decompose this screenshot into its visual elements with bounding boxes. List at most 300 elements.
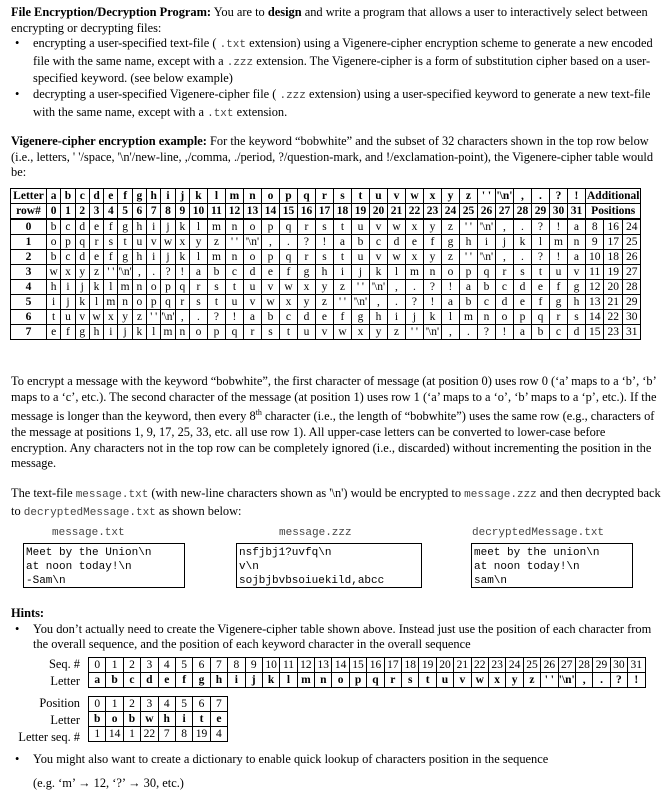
seq-letter-cell: ! [628,673,645,688]
cipher-cell: y [315,280,333,295]
key-letter-cell: b [123,712,140,727]
cipher-cell: z [315,295,333,310]
cipher-cell: m [549,235,567,250]
header-letter-cell: s [333,189,351,204]
cipher-cell: y [369,325,387,340]
header-letter-cell: ? [549,189,567,204]
seq-number-cell: 10 [262,658,279,673]
seq-number-cell: 14 [332,658,349,673]
hint-1: • You don’t actually need to create the Vigenere-cipher table shown above. Instead just use the position of each character from the overall sequence, and the position of each keyword character in the overall sequence [11,622,663,653]
header-index-cell: 19 [351,204,369,220]
cipher-cell: . [459,325,477,340]
seq-number-cell: 4 [158,658,175,673]
cipher-cell: p [261,219,279,235]
header-index-cell: 15 [279,204,297,220]
explain-text-1: To encrypt a message with the keyword “bobwhite”, the first character of message (at position 0) uses row 0 (‘a’ maps to a ‘b’, ‘b’ maps to a ‘c’, etc.). The second character of the message (at position 1) uses row 1 (‘a’ maps to a ‘o’, ‘b’ maps to a ‘p’, etc.). If the message is longer than the keyword, then every 8 [11,374,657,424]
position-label: Position [39,696,80,710]
cipher-cell: h [47,280,61,295]
cipher-cell: '\n' [423,325,441,340]
header-index-cell: 26 [477,204,495,220]
cipher-cell: h [567,295,585,310]
cipher-cell: f [104,219,118,235]
example-title: Vigenere-cipher encryption example: [11,134,207,148]
seq-letter-cell: s [402,673,419,688]
cipher-cell: d [495,295,513,310]
cipher-cell: e [405,235,423,250]
seq-number-cell: 31 [628,658,645,673]
cipher-cell: ' ' [459,219,477,235]
header-letter-cell: y [441,189,459,204]
cipher-cell: i [387,310,405,325]
header-letter-cell: w [405,189,423,204]
cipher-cell: z [333,280,351,295]
row-number-cell: 7 [11,325,47,340]
cipher-cell: h [459,235,477,250]
cipher-cell: a [441,295,459,310]
cipher-cell: u [549,265,567,280]
key-letter-cell: e [210,712,227,727]
cipher-cell: b [47,219,61,235]
cipher-cell: d [75,250,89,265]
cipher-cell: o [441,265,459,280]
cipher-cell: v [567,265,585,280]
key-seq-cell: 1 [89,727,106,742]
header-index-cell: 7 [147,204,161,220]
bullet1-text-c: extension. The Vigenere-cipher is a form of substitution cipher based on a user-specified keyword. (see below example) [33,53,651,86]
position-cell: 17 [604,235,623,250]
cipher-cell: . [513,219,531,235]
explanation-paragraph [11,374,663,472]
intro-design-word: design [267,5,302,19]
cipher-cell: w [279,280,297,295]
cipher-cell: b [459,295,477,310]
cipher-cell: g [118,250,132,265]
header-index-cell: 2 [75,204,89,220]
header-letter-cell: c [75,189,89,204]
header-index-cell: 1 [61,204,75,220]
header-letter-cell: b [61,189,75,204]
cipher-cell: k [513,235,531,250]
cipher-cell: x [279,295,297,310]
row-number-cell: 1 [11,235,47,250]
cipher-cell: ' ' [351,280,369,295]
cipher-cell: b [477,280,495,295]
cipher-cell: k [369,265,387,280]
seq-number-cell: 9 [245,658,262,673]
position-cell: 16 [604,219,623,235]
p2-text-c: and then decrypted back to [11,486,661,518]
cipher-cell: c [477,295,495,310]
key-position-cell: 0 [89,697,106,712]
cipher-cell: h [132,219,146,235]
cipher-cell: u [351,250,369,265]
key-letter-cell: b [89,712,106,727]
ext-zzz: .zzz [279,89,306,102]
position-cell: 30 [622,310,641,325]
file1-box: Meet by the Union\n at noon today!\n -Sam\n [23,543,185,588]
header-letter-cell: l [207,189,225,204]
position-cell: 23 [604,325,623,340]
cipher-cell: m [459,310,477,325]
cipher-cell: v [369,219,387,235]
key-position-cell: 3 [141,697,158,712]
bullet-decrypt [11,87,663,122]
cipher-cell: w [387,250,405,265]
cipher-cell: a [189,265,207,280]
position-cell: 9 [585,235,604,250]
p2-text-b: (with new-line characters shown as '\n') would be encrypted to [148,486,465,500]
file3-box: meet by the union\n at noon today!\n sam\n [471,543,633,588]
cipher-cell: r [549,310,567,325]
cipher-cell: u [297,325,315,340]
header-letter-cell: q [297,189,315,204]
header-index-cell: 5 [118,204,132,220]
cipher-cell: s [315,219,333,235]
seq-number-cell: 5 [175,658,192,673]
hint-2-text: You might also want to create a dictionary to enable quick lookup of characters position in the sequence [33,752,549,766]
cipher-cell: f [104,250,118,265]
seq-number-row [89,658,646,673]
header-index-cell: 24 [441,204,459,220]
cipher-cell: l [189,250,207,265]
cipher-cell: b [47,250,61,265]
header-letter-cell: m [225,189,243,204]
cipher-cell: i [333,265,351,280]
key-letter-label: Letter [50,713,80,727]
cipher-cell: k [132,325,146,340]
cipher-cell: , [441,325,459,340]
seq-letter-cell: b [106,673,123,688]
cipher-cell: h [132,250,146,265]
intro-section [11,5,663,122]
header-letter-cell: f [118,189,132,204]
row-number-cell: 2 [11,250,47,265]
seq-number-cell: 0 [89,658,106,673]
intro-text-a: You are to [211,5,268,19]
cipher-cell: d [75,219,89,235]
cipher-cell: z [207,235,225,250]
cipher-cell: g [441,235,459,250]
cipher-cell: q [279,219,297,235]
key-seq-cell: 8 [175,727,192,742]
seq-number-cell: 19 [419,658,436,673]
seq-number-cell: 17 [384,658,401,673]
key-position-cell: 6 [193,697,210,712]
cipher-cell: t [531,265,549,280]
key-seq-cell: 7 [158,727,175,742]
cipher-cell: p [147,295,161,310]
cipher-cell: q [161,295,175,310]
cipher-cell: q [225,325,243,340]
row-number-cell: 5 [11,295,47,310]
header-letter-cell: o [261,189,279,204]
position-cell: 19 [604,265,623,280]
cipher-cell: s [104,235,118,250]
cipher-cell: g [297,265,315,280]
cipher-cell: v [243,295,261,310]
seq-number-cell: 1 [106,658,123,673]
cipher-cell: ' ' [225,235,243,250]
letter-label: Letter [50,674,80,688]
cipher-cell: ! [225,310,243,325]
cipher-cell: w [161,235,175,250]
cipher-cell: i [61,280,75,295]
ext-zzz: .zzz [226,56,254,69]
cipher-cell: h [89,325,103,340]
cipher-cell: ? [207,310,225,325]
cipher-cell: m [161,325,175,340]
key-letter-cell: i [175,712,192,727]
intro-paragraph [11,5,663,36]
cipher-cell: n [225,250,243,265]
seq-letter-cell: i [228,673,245,688]
cipher-cell: f [549,280,567,295]
seq-letter-cell: . [593,673,610,688]
header-letter-cell: , [513,189,531,204]
p2-text-d: as shown below: [155,503,242,518]
seq-letter-cell: t [419,673,436,688]
seq-number-cell: 15 [349,658,366,673]
cipher-cell: o [243,250,261,265]
header-index-cell: 22 [405,204,423,220]
bullet1-text-b: extension) using a Vigenere-cipher encryption scheme to generate a new encoded file with the same name, except with a [33,36,653,68]
cipher-cell: q [279,250,297,265]
cipher-cell: f [423,235,441,250]
cipher-cell: y [423,219,441,235]
position-cell: 10 [585,250,604,265]
table-row [11,265,641,280]
cipher-cell: j [75,280,89,295]
hints-title: Hints: [11,606,45,620]
cipher-cell: ' ' [459,250,477,265]
filename-message-txt: message.txt [75,489,149,501]
cipher-cell: k [175,250,189,265]
file1-label: message.txt [52,527,125,539]
cipher-cell: r [89,235,103,250]
cipher-cell: p [207,325,225,340]
key-seq-cell: 14 [106,727,123,742]
cipher-cell: i [47,295,61,310]
cipher-cell: f [531,295,549,310]
cipher-cell: i [477,235,495,250]
header-letter-cell: z [459,189,477,204]
cipher-cell: t [47,310,61,325]
cipher-cell: . [387,295,405,310]
cipher-cell: , [495,219,513,235]
cipher-cell: k [89,280,103,295]
position-cell: 11 [585,265,604,280]
cipher-cell: c [549,325,567,340]
cipher-cell: . [147,265,161,280]
cipher-cell: m [405,265,423,280]
header-index-cell: 29 [531,204,549,220]
cipher-cell: ? [161,265,175,280]
seq-number-cell: 21 [454,658,471,673]
cipher-cell: c [369,235,387,250]
cipher-cell: i [147,250,161,265]
cipher-cell: a [567,219,585,235]
cipher-cell: r [243,325,261,340]
header-letter-cell: j [175,189,189,204]
cipher-cell: x [175,235,189,250]
cipher-cell: , [175,310,189,325]
cipher-cell: c [61,219,75,235]
header-index-cell: 28 [513,204,531,220]
row-number-cell: 6 [11,310,47,325]
cipher-cell: l [387,265,405,280]
position-cell: 8 [585,219,604,235]
seq-number-cell: 13 [315,658,332,673]
seq-letter-cell: f [175,673,192,688]
cipher-cell: y [75,265,89,280]
header-index-cell: 16 [297,204,315,220]
cipher-cell: t [118,235,132,250]
cipher-cell: w [261,295,279,310]
cipher-cell: t [333,250,351,265]
cipher-cell: m [207,250,225,265]
cipher-cell: , [132,265,146,280]
cipher-cell: ' ' [147,310,161,325]
cipher-cell: k [175,219,189,235]
cipher-cell: d [387,235,405,250]
cipher-cell: l [441,310,459,325]
seq-letter-cell: w [471,673,488,688]
position-cell: 25 [622,235,641,250]
header-index-cell: 27 [495,204,513,220]
row-number-cell: 4 [11,280,47,295]
hint-2 [11,752,663,791]
cipher-cell: t [207,295,225,310]
cipher-cell: l [104,280,118,295]
cipher-cell: x [405,219,423,235]
key-position-row [89,697,228,712]
seq-number-cell: 3 [141,658,158,673]
cipher-cell: e [261,265,279,280]
seq-number-cell: 12 [297,658,314,673]
cipher-cell: p [261,250,279,265]
seq-number-cell: 7 [210,658,227,673]
cipher-cell: z [387,325,405,340]
bullet1-text-a: encrypting a user-specified text-file ( [33,36,220,51]
cipher-cell: t [279,325,297,340]
header-letter-cell: u [369,189,387,204]
cipher-cell: j [161,219,175,235]
seq-number-cell: 18 [402,658,419,673]
position-cell: 29 [622,295,641,310]
cipher-cell: n [118,295,132,310]
cipher-cell: g [549,295,567,310]
cipher-cell: s [189,295,207,310]
cipher-cell: v [75,310,89,325]
cipher-cell: ! [175,265,189,280]
cipher-cell: c [495,280,513,295]
seq-letter-cell: o [332,673,349,688]
cipher-cell: , [387,280,405,295]
cipher-cell: s [513,265,531,280]
position-cell: 27 [622,265,641,280]
header-letter-cell: ! [567,189,585,204]
cipher-cell: n [423,265,441,280]
filename-decrypted: decryptedMessage.txt [23,506,156,519]
cipher-cell: ! [549,219,567,235]
header-index-cell: 31 [567,204,585,220]
additional-positions-header: Additional [587,189,640,202]
cipher-cell: p [513,310,531,325]
cipher-cell: v [261,280,279,295]
cipher-cell: q [75,235,89,250]
cipher-cell: n [567,235,585,250]
cipher-cell: a [513,325,531,340]
cipher-cell: , [369,295,387,310]
header-index-cell: 11 [207,204,225,220]
cipher-cell: r [297,250,315,265]
cipher-cell: . [405,280,423,295]
explain-text-2: character (i.e., the length of “bobwhite”) uses the same row (e.g., characters of the message at positions 1, 9, 17, 25, 33, etc. all use row 1). All upper-case letters can be converted to lower-case before encryption. Any characters not in the top row can be completely ignored (i.e., discarded) without incrementing the position in the message. [11,409,655,471]
header-letter-cell: d [89,189,103,204]
position-cell: 14 [585,310,604,325]
seq-number-cell: 11 [280,658,297,673]
cipher-cell: o [47,235,61,250]
bullet-encrypt [11,36,663,87]
header-index-cell: 12 [225,204,243,220]
seq-letter-cell: g [193,673,210,688]
file2-label: message.zzz [279,527,352,539]
key-letter-row [89,712,228,727]
header-index-cell: 14 [261,204,279,220]
table-row [11,280,641,295]
cipher-cell: ! [315,235,333,250]
cipher-cell: o [132,295,146,310]
file3-label: decryptedMessage.txt [472,527,605,539]
header-index-cell: 17 [315,204,333,220]
cipher-cell: o [189,325,207,340]
cipher-cell: z [89,265,103,280]
header-letter-cell: k [189,189,207,204]
seq-letter-cell: q [367,673,384,688]
bullet2-text-b: extension) using a user-specified keyword to generate a new text-file with the same name, except with a [33,86,651,119]
cipher-cell: e [47,325,61,340]
cipher-cell: j [161,250,175,265]
cipher-cell: x [405,250,423,265]
cipher-cell: f [61,325,75,340]
cipher-cell: b [531,325,549,340]
cipher-cell: ' ' [333,295,351,310]
header-index-cell: 30 [549,204,567,220]
header-letter-cell: t [351,189,369,204]
key-position-cell: 5 [175,697,192,712]
hints-list-2 [11,752,663,791]
table-header-indices [11,204,641,220]
seq-letter-cell: v [454,673,471,688]
cipher-cell: u [243,280,261,295]
seq-number-cell: 22 [471,658,488,673]
cipher-cell: '\n' [477,219,495,235]
cipher-cell: . [279,235,297,250]
cipher-cell: d [243,265,261,280]
cipher-cell: j [61,295,75,310]
example-section [11,134,663,181]
table-row [11,325,641,340]
cipher-cell: a [567,250,585,265]
cipher-cell: u [225,295,243,310]
position-cell: 21 [604,295,623,310]
cipher-cell: u [351,219,369,235]
key-seq-cell: 19 [193,727,210,742]
cipher-cell: b [207,265,225,280]
cipher-cell: '\n' [118,265,132,278]
cipher-cell: r [495,265,513,280]
header-index-cell: 3 [89,204,103,220]
